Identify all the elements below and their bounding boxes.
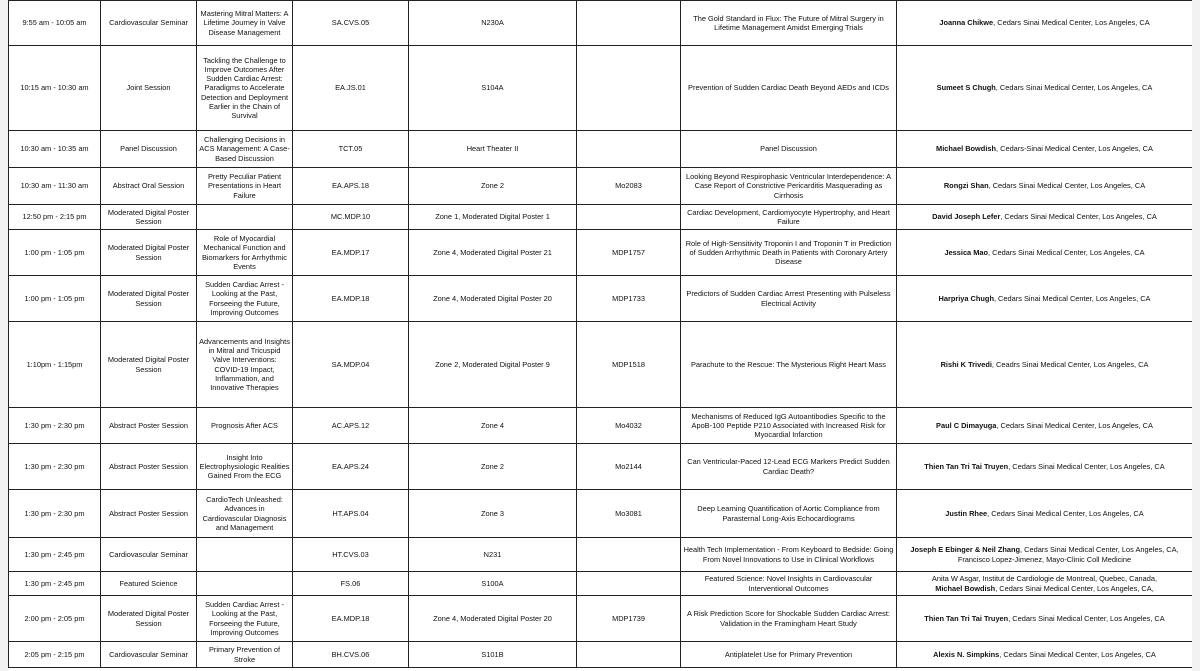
presenter-name: Rongzi Shan	[943, 181, 989, 191]
presentation-title-cell: Panel Discussion	[681, 131, 897, 168]
presenter-name: Alexis N. Simpkins	[933, 649, 1000, 659]
presentation-title-cell: Mechanisms of Reduced IgG Autoantibodies Specific to the ApoB-100 Peptide P210 Associated with Increased Risk for Myocardial Infarction	[681, 408, 897, 444]
abstract-number-cell: MDP1518	[577, 322, 681, 408]
presentation-title-cell: Antiplatelet Use for Primary Prevention	[681, 642, 897, 668]
session-code-cell: EA.APS.24	[293, 444, 409, 490]
room-cell: Zone 4, Moderated Digital Poster 20	[409, 596, 577, 642]
session-code-cell: AC.APS.12	[293, 408, 409, 444]
presenter-cell	[897, 538, 1193, 572]
presenter-name: Paul C Dimayuga	[936, 420, 997, 430]
abstract-number-cell: Mo2144	[577, 444, 681, 490]
session-title-cell: Pretty Peculiar Patient Presentations in Heart Failure	[197, 168, 293, 205]
presenter-affiliation: , Cedars Sinai Medical Center, Los Angeles, CA,	[995, 583, 1154, 593]
presenter-cell	[897, 205, 1193, 230]
session-title-cell	[197, 538, 293, 572]
session-type-cell: Moderated Digital Poster Session	[101, 596, 197, 642]
time-cell: 9:55 am - 10:05 am	[9, 1, 101, 46]
table-row	[9, 596, 1193, 642]
session-code-cell: BH.CVS.06	[293, 642, 409, 668]
presenter-affiliation: , Cedars Sinai Medical Center, Los Angeles, CA	[988, 181, 1146, 191]
session-title-cell: Tackling the Challenge to Improve Outcomes After Sudden Cardiac Arrest: Paradigms to Accelerate Detection and Deployment Earlier in the Chain of Survival	[197, 46, 293, 131]
presenter-name: Michael Bowdish	[935, 583, 996, 593]
time-cell: 1:30 pm - 2:30 pm	[9, 490, 101, 538]
presenter-affiliation: , Cedars Sinai Medical Center, Los Angeles, CA, Francisco Lopez-Jimenez, Mayo-Clinic Coll Medicine	[957, 545, 1179, 564]
schedule-sheet	[8, 0, 1192, 671]
presentation-title-cell: Deep Learning Quantification of Aortic Compliance from Parasternal Long-Axis Echocardiograms	[681, 490, 897, 538]
room-cell: N231	[409, 538, 577, 572]
time-cell: 12:50 pm - 2:15 pm	[9, 205, 101, 230]
session-title-cell	[197, 205, 293, 230]
presenter-affiliation: , Cedars Sinai Medical Center, Los Angeles, CA	[988, 247, 1145, 257]
abstract-number-cell	[577, 642, 681, 668]
presenter-cell	[897, 168, 1193, 205]
abstract-number-cell	[577, 538, 681, 572]
presenter-cell	[897, 276, 1193, 322]
session-title-cell: CardioTech Unleashed: Advances in Cardiovascular Diagnosis and Management	[197, 490, 293, 538]
session-code-cell: TCT.05	[293, 131, 409, 168]
session-title-cell: Sudden Cardiac Arrest - Looking at the Past, Forseeing the Future, Improving Outcomes	[197, 276, 293, 322]
session-type-cell: Featured Science	[101, 572, 197, 596]
time-cell: 1:00 pm - 1:05 pm	[9, 276, 101, 322]
room-cell: Zone 1, Moderated Digital Poster 1	[409, 205, 577, 230]
session-title-cell: Challenging Decisions in ACS Management: A Case-Based Discussion	[197, 131, 293, 168]
session-type-cell: Abstract Oral Session	[101, 168, 197, 205]
time-cell: 1:30 pm - 2:30 pm	[9, 408, 101, 444]
room-cell: Zone 3	[409, 490, 577, 538]
table-row	[9, 444, 1193, 490]
session-title-cell	[197, 572, 293, 596]
table-row	[9, 490, 1193, 538]
time-cell: 1:30 pm - 2:45 pm	[9, 538, 101, 572]
room-cell: Zone 4, Moderated Digital Poster 21	[409, 230, 577, 276]
session-code-cell: HT.CVS.03	[293, 538, 409, 572]
session-title-cell: Insight Into Electrophysiologic Realities Gained From the ECG	[197, 444, 293, 490]
table-row	[9, 408, 1193, 444]
session-type-cell: Moderated Digital Poster Session	[101, 205, 197, 230]
room-cell: N230A	[409, 1, 577, 46]
presenter-cell	[897, 490, 1193, 538]
session-type-cell: Moderated Digital Poster Session	[101, 276, 197, 322]
presenter-affiliation: , Cedars Sinai Medical Center, Los Angeles, CA	[1000, 212, 1157, 222]
session-type-cell: Moderated Digital Poster Session	[101, 230, 197, 276]
time-cell: 10:30 am - 10:35 am	[9, 131, 101, 168]
table-row	[9, 230, 1193, 276]
abstract-number-cell	[577, 572, 681, 596]
table-row	[9, 1, 1193, 46]
presentation-title-cell: The Gold Standard in Flux: The Future of Mitral Surgery in Lifetime Management Amidst Emerging Trials	[681, 1, 897, 46]
presenter-affiliation: , Cedars Sinai Medical Center, Los Angeles, CA	[999, 649, 1156, 659]
presenter-name: Thien Tan Tri Tai Truyen	[924, 613, 1009, 623]
time-cell: 2:00 pm - 2:05 pm	[9, 596, 101, 642]
presentation-title-cell: Featured Science: Novel Insights in Cardiovascular Interventional Outcomes	[681, 572, 897, 596]
time-cell: 10:30 am - 11:30 am	[9, 168, 101, 205]
time-cell: 1:00 pm - 1:05 pm	[9, 230, 101, 276]
table-row	[9, 538, 1193, 572]
presenter-name: Joanna Chikwe	[939, 18, 994, 28]
room-cell: S101B	[409, 642, 577, 668]
presentation-title-cell: Cardiac Development, Cardiomyocyte Hypertrophy, and Heart Failure	[681, 205, 897, 230]
presenter-name: Rishi K Trivedi	[940, 359, 992, 369]
room-cell: Heart Theater II	[409, 131, 577, 168]
room-cell: Zone 2, Moderated Digital Poster 9	[409, 322, 577, 408]
session-code-cell: HT.APS.04	[293, 490, 409, 538]
abstract-number-cell: MDP1733	[577, 276, 681, 322]
table-row	[9, 131, 1193, 168]
presenter-affiliation: , Cedars Sinai Medical Center, Los Angeles, CA	[996, 420, 1153, 430]
presenter-cell	[897, 46, 1193, 131]
session-code-cell: EA.MDP.18	[293, 596, 409, 642]
presenter-cell	[897, 596, 1193, 642]
presenter-name: Harpriya Chugh	[938, 293, 994, 303]
presenter-affiliation: , Cedars-Sinai Medical Center, Los Angeles, CA	[996, 144, 1153, 154]
presenter-name: Justin Rhee	[945, 508, 988, 518]
presenter-name: Michael Bowdish	[936, 144, 997, 154]
presenter-cell	[897, 230, 1193, 276]
session-title-cell: Advancements and Insights in Mitral and Tricuspid Valve Interventions: COVID-19 Impact, Inflammation, and Innovative Therapies	[197, 322, 293, 408]
presenter-affiliation: , Cedars Sinai Medical Center, Los Angeles, CA	[993, 293, 1151, 303]
abstract-number-cell	[577, 131, 681, 168]
presentation-title-cell: A Risk Prediction Score for Shockable Sudden Cardiac Arrest: Validation in the Framingham Heart Study	[681, 596, 897, 642]
presenter-affiliation: , Cedars Sinai Medical Center, Los Angeles, CA	[1008, 461, 1165, 471]
abstract-number-cell: Mo4032	[577, 408, 681, 444]
presenter-name: David Joseph Lefer	[932, 212, 1001, 222]
time-cell: 10:15 am - 10:30 am	[9, 46, 101, 131]
session-code-cell: EA.MDP.17	[293, 230, 409, 276]
session-type-cell: Cardiovascular Seminar	[101, 642, 197, 668]
table-row	[9, 572, 1193, 596]
presenter-cell	[897, 572, 1193, 596]
session-code-cell: EA.MDP.18	[293, 276, 409, 322]
presenter-cell	[897, 444, 1193, 490]
table-row	[9, 642, 1193, 668]
room-cell: S104A	[409, 46, 577, 131]
room-cell: Zone 2	[409, 168, 577, 205]
session-type-cell: Panel Discussion	[101, 131, 197, 168]
presentation-title-cell: Looking Beyond Respirophasic Ventricular Interdependence: A Case Report of Constrictive Pericarditis Masquerading as Cirrhosis	[681, 168, 897, 205]
session-code-cell: SA.MDP.04	[293, 322, 409, 408]
session-type-cell: Joint Session	[101, 46, 197, 131]
time-cell: 2:05 pm - 2:15 pm	[9, 642, 101, 668]
presenter-name: Thien Tan Tri Tai Truyen	[924, 461, 1009, 471]
session-type-cell: Cardiovascular Seminar	[101, 538, 197, 572]
session-title-cell: Primary Prevention of Stroke	[197, 642, 293, 668]
presenter-affiliation: , Cedars Sinai Medical Center, Los Angeles, CA	[993, 18, 1150, 28]
session-title-cell: Mastering Mitral Matters: A Lifetime Journey in Valve Disease Management	[197, 1, 293, 46]
session-type-cell: Abstract Poster Session	[101, 444, 197, 490]
presenter-cell	[897, 1, 1193, 46]
abstract-number-cell	[577, 46, 681, 131]
room-cell: Zone 4, Moderated Digital Poster 20	[409, 276, 577, 322]
presentation-title-cell: Parachute to the Rescue: The Mysterious Right Heart Mass	[681, 322, 897, 408]
session-code-cell: FS.06	[293, 572, 409, 596]
room-cell: Zone 2	[409, 444, 577, 490]
session-title-cell: Sudden Cardiac Arrest - Looking at the Past, Forseeing the Future, Improving Outcomes	[197, 596, 293, 642]
session-title-cell: Prognosis After ACS	[197, 408, 293, 444]
room-cell: Zone 4	[409, 408, 577, 444]
table-row	[9, 46, 1193, 131]
presenter-co-chair: Anita W Asgar, Institut de Cardiologie de Montreal, Quebec, Canada,	[931, 574, 1158, 584]
presentation-title-cell: Predictors of Sudden Cardiac Arrest Presenting with Pulseless Electrical Activity	[681, 276, 897, 322]
room-cell: S100A	[409, 572, 577, 596]
table-row	[9, 205, 1193, 230]
abstract-number-cell	[577, 1, 681, 46]
presenter-cell	[897, 408, 1193, 444]
abstract-number-cell: Mo2083	[577, 168, 681, 205]
presenter-cell	[897, 322, 1193, 408]
session-code-cell: EA.JS.01	[293, 46, 409, 131]
session-title-cell: Role of Myocardial Mechanical Function and Biomarkers for Arrhythmic Events	[197, 230, 293, 276]
abstract-number-cell	[577, 205, 681, 230]
table-row	[9, 322, 1193, 408]
presentation-title-cell: Can Ventricular-Paced 12-Lead ECG Markers Predict Sudden Cardiac Death?	[681, 444, 897, 490]
presentation-title-cell: Health Tech Implementation - From Keyboard to Bedside: Going From Novel Innovations to Use in Clinical Workflows	[681, 538, 897, 572]
time-cell: 1:30 pm - 2:45 pm	[9, 572, 101, 596]
session-type-cell: Moderated Digital Poster Session	[101, 322, 197, 408]
schedule-table	[8, 0, 1192, 668]
presentation-title-cell: Role of High-Sensitivity Troponin I and Troponin T in Prediction of Sudden Arrhythmic Death in Patients with Coronary Artery Disease	[681, 230, 897, 276]
time-cell: 1:10pm - 1:15pm	[9, 322, 101, 408]
presenter-affiliation: , Cedars Sinai Medical Center, Los Angeles, CA	[995, 83, 1153, 93]
presenter-affiliation: , Cedars Sinai Medical Center, Los Angeles, CA	[987, 508, 1144, 518]
time-cell: 1:30 pm - 2:30 pm	[9, 444, 101, 490]
presenter-affiliation: , Ceadrs Sinai Medical Center, Los Angeles, CA	[991, 359, 1149, 369]
presentation-title-cell: Prevention of Sudden Cardiac Death Beyond AEDs and ICDs	[681, 46, 897, 131]
session-code-cell: EA.APS.18	[293, 168, 409, 205]
session-type-cell: Abstract Poster Session	[101, 408, 197, 444]
session-code-cell: MC.MDP.10	[293, 205, 409, 230]
session-type-cell: Abstract Poster Session	[101, 490, 197, 538]
abstract-number-cell: MDP1757	[577, 230, 681, 276]
table-row	[9, 168, 1193, 205]
presenter-name: Sumeet S Chugh	[936, 83, 996, 93]
presenter-cell	[897, 642, 1193, 668]
abstract-number-cell: MDP1739	[577, 596, 681, 642]
abstract-number-cell: Mo3081	[577, 490, 681, 538]
presenter-name: Joseph E Ebinger & Neil Zhang	[910, 545, 1021, 555]
presenter-affiliation: , Cedars Sinai Medical Center, Los Angeles, CA	[1008, 613, 1165, 623]
table-row	[9, 276, 1193, 322]
session-type-cell: Cardiovascular Seminar	[101, 1, 197, 46]
presenter-cell	[897, 131, 1193, 168]
presenter-name: Jessica Mao	[944, 247, 989, 257]
session-code-cell: SA.CVS.05	[293, 1, 409, 46]
